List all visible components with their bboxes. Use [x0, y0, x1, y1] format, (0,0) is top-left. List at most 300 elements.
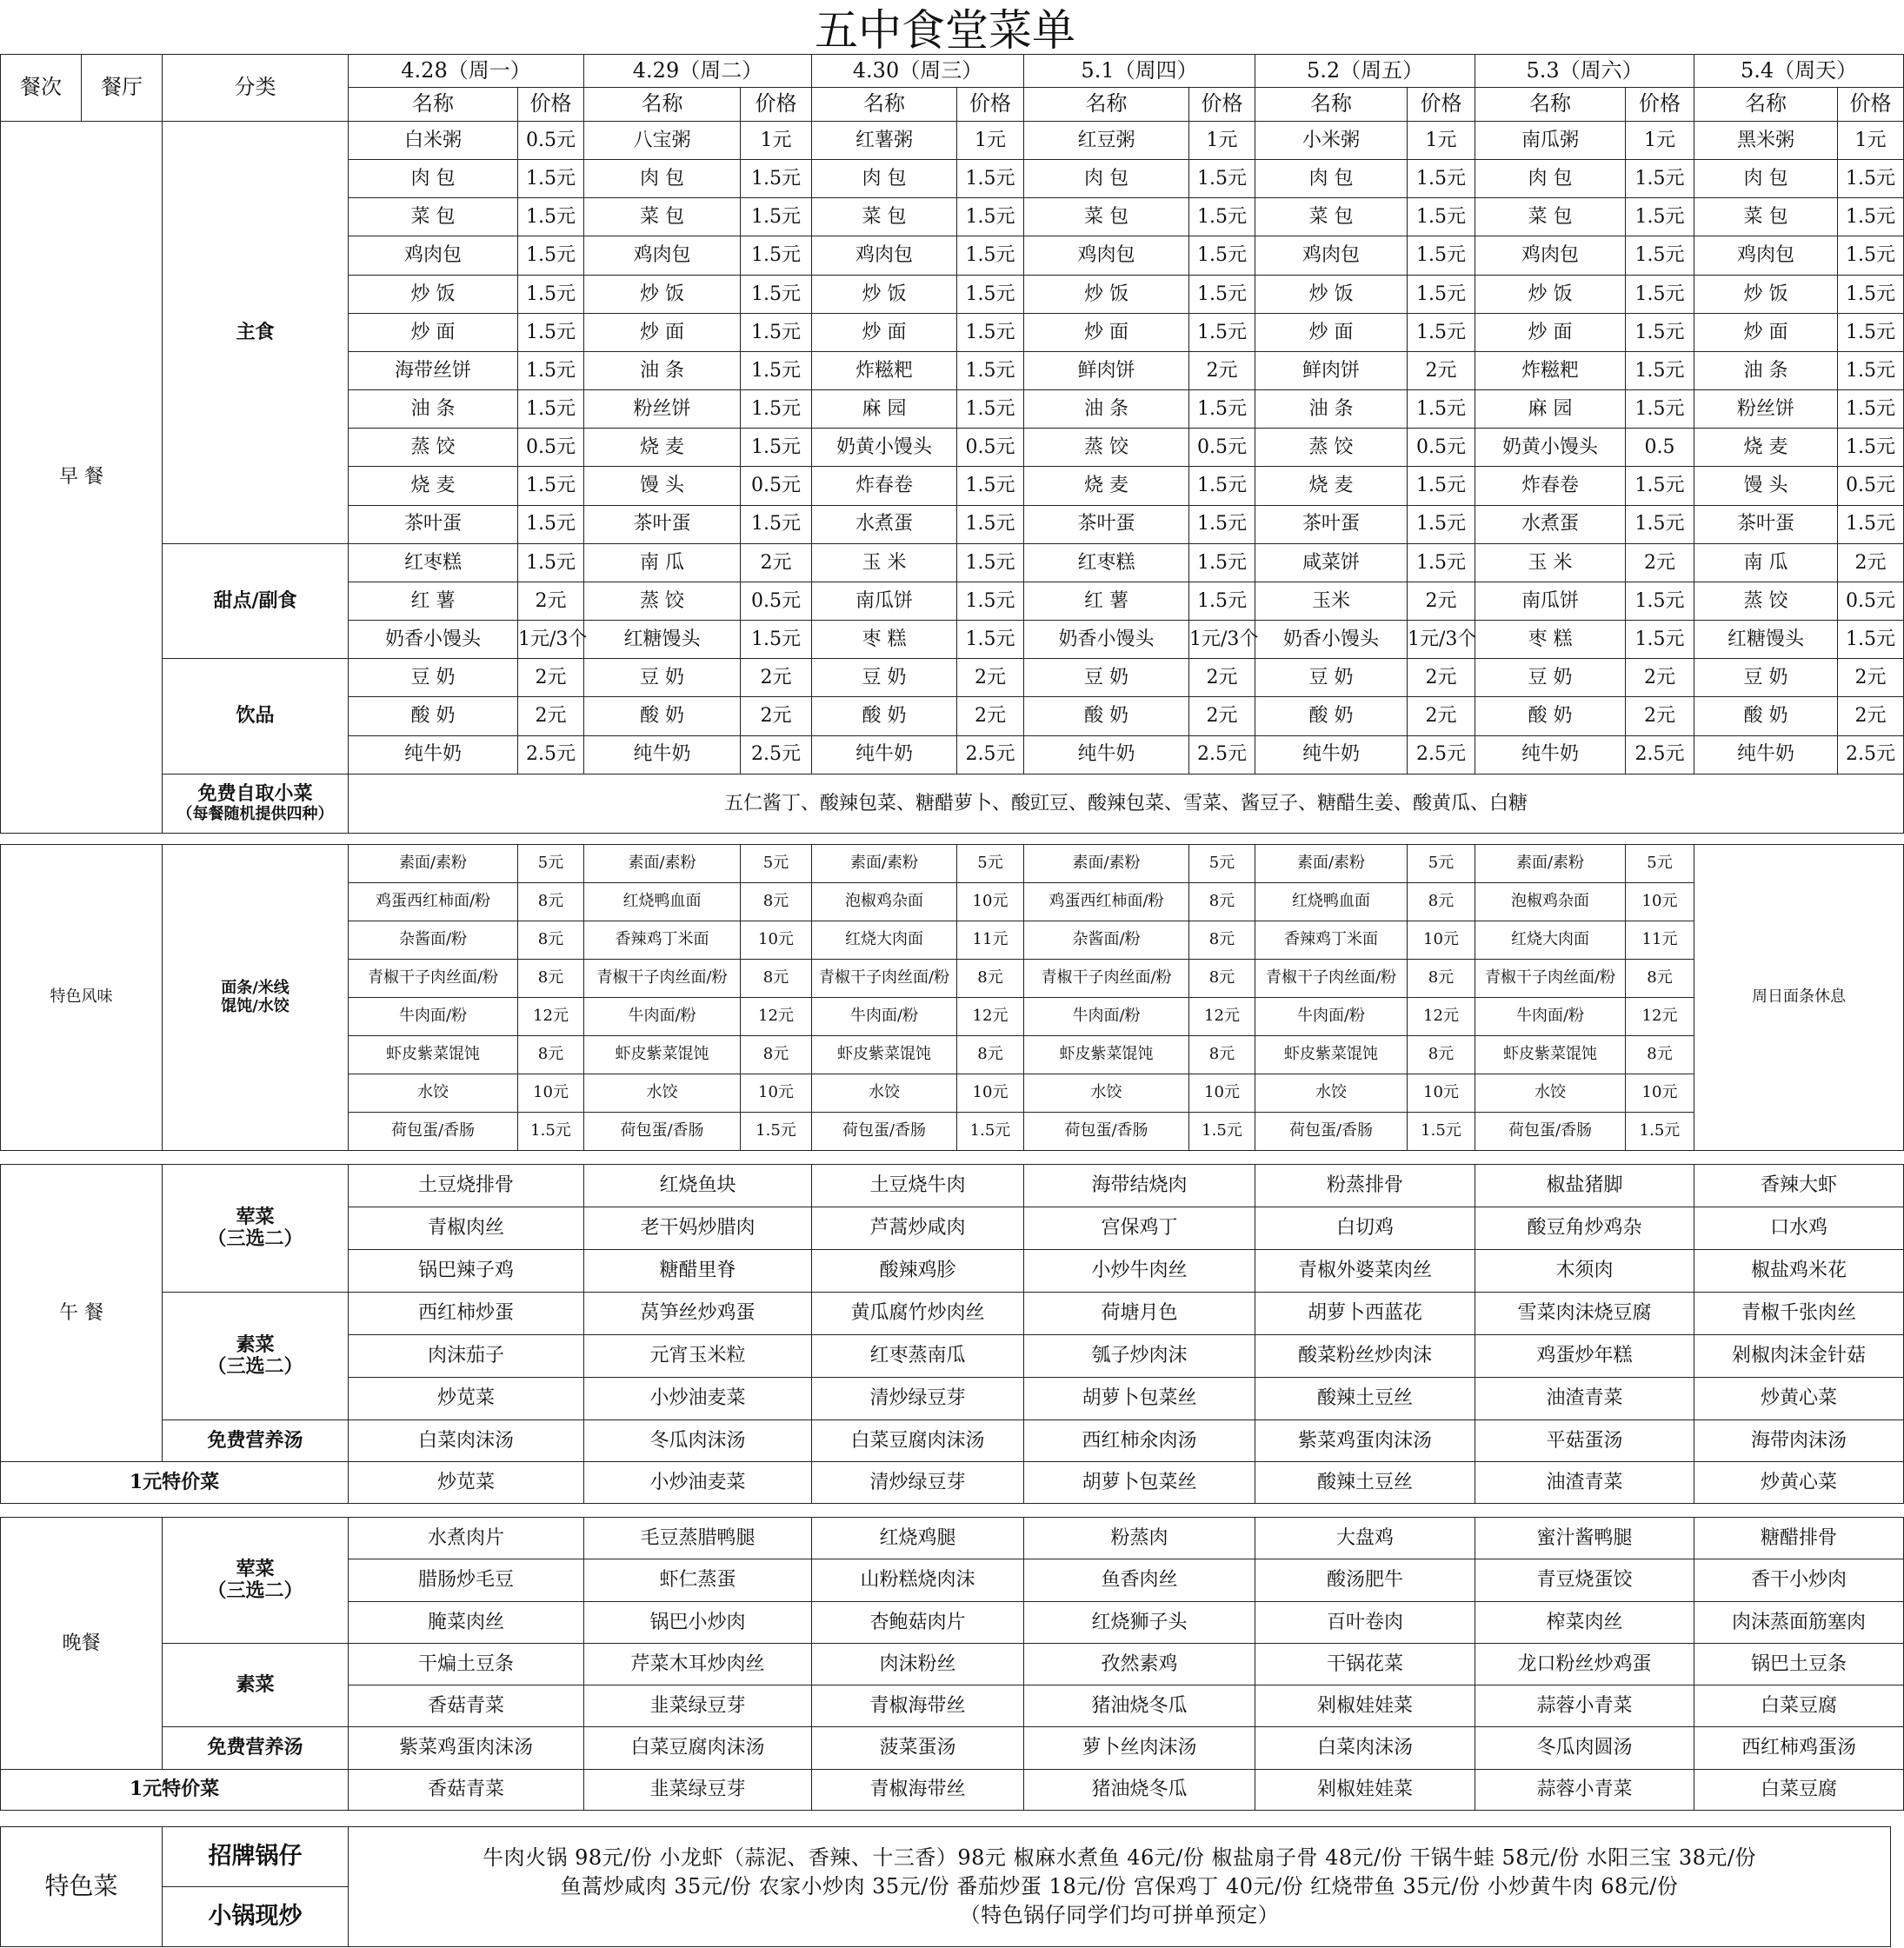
- dish-name: 青椒肉丝: [349, 1207, 584, 1250]
- dish-name: 枣 糕: [812, 621, 957, 659]
- category-label: [163, 1293, 349, 1420]
- dish-name: 红 薯: [349, 582, 518, 620]
- dish-price: 10元: [1408, 921, 1475, 960]
- dish-price: 1.5元: [1408, 543, 1475, 582]
- dish-name: 玉 米: [1475, 543, 1626, 582]
- dish-name: 炒 面: [1694, 313, 1838, 351]
- dish-name: 水煮肉片: [349, 1518, 584, 1559]
- dish-price: 2元: [1838, 659, 1904, 697]
- name-column-header: 名称: [1475, 88, 1626, 122]
- dish-name: 糖醋排骨: [1694, 1518, 1904, 1559]
- dish-name: 茶叶蛋: [349, 505, 518, 543]
- dish-name: 木须肉: [1475, 1250, 1694, 1293]
- dish-price: 1.5元: [1408, 505, 1475, 543]
- dish-price: 12元: [1189, 998, 1255, 1036]
- dish-name: 蒜蓉小青菜: [1475, 1685, 1694, 1727]
- day-header: 5.3（周六）: [1475, 55, 1694, 88]
- dish-price: 1.5元: [1408, 1113, 1475, 1151]
- free-sides-list: 五仁酱丁、酸辣包菜、糖醋萝卜、酸豇豆、酸辣包菜、雪菜、酱豆子、糖醋生姜、酸黄瓜、白糖: [349, 774, 1904, 833]
- dish-name: 鲜肉饼: [1024, 351, 1189, 389]
- dish-price: 1.5元: [518, 236, 584, 275]
- dish-price: 0.5元: [1838, 582, 1904, 620]
- dish-price: 8元: [518, 921, 584, 960]
- soup-name: 白菜豆腐肉沫汤: [812, 1420, 1024, 1462]
- day-header: 4.30（周三）: [812, 55, 1024, 88]
- soup-label: 免费营养汤: [163, 1420, 349, 1462]
- day-header: 5.4（周天）: [1694, 55, 1904, 88]
- category-label-line: 素菜: [236, 1333, 275, 1356]
- dish-name: 茶叶蛋: [1694, 505, 1838, 543]
- dish-name: 肉沫茄子: [349, 1335, 584, 1378]
- dish-name: 西红柿炒蛋: [349, 1293, 584, 1335]
- dish-price: 1.5元: [1838, 275, 1904, 313]
- dish-name: 奶香小馒头: [1255, 621, 1408, 659]
- day-header: 5.1（周四）: [1024, 55, 1255, 88]
- dish-price: 10元: [957, 1074, 1024, 1113]
- dish-price: 1.5元: [741, 198, 812, 236]
- dish-name: 青豆烧蛋饺: [1475, 1559, 1694, 1601]
- soup-name: 西红柿氽肉汤: [1024, 1420, 1255, 1462]
- dish-price: 2元: [1189, 659, 1255, 697]
- category-sub-label: （三选二）: [207, 1227, 303, 1250]
- dish-name: 炒 饭: [1255, 275, 1408, 313]
- dish-name: 茶叶蛋: [1024, 505, 1189, 543]
- dish-name: 红烧狮子头: [1024, 1601, 1255, 1643]
- dish-price: 8元: [741, 960, 812, 998]
- dish-name: 鸡蛋西红柿面/粉: [1024, 883, 1189, 921]
- free-sides-label: [163, 774, 349, 833]
- dish-price: 1.5元: [957, 467, 1024, 505]
- dish-name: 炒 饭: [812, 275, 957, 313]
- dish-price: 2.5元: [957, 735, 1024, 774]
- dish-name: 菜 包: [812, 198, 957, 236]
- dish-price: 1元: [1408, 122, 1475, 160]
- dish-name: 烧 麦: [1024, 467, 1189, 505]
- dish-price: 1.5元: [1626, 582, 1694, 620]
- dish-price: 1.5元: [957, 543, 1024, 582]
- dish-price: 1.5元: [957, 198, 1024, 236]
- dish-name: 菜 包: [1694, 198, 1838, 236]
- dish-name: 龙口粉丝炒鸡蛋: [1475, 1643, 1694, 1685]
- dish-name: 牛肉面/粉: [1024, 998, 1189, 1036]
- dish-name: 牛肉面/粉: [584, 998, 741, 1036]
- dish-name: 宫保鸡丁: [1024, 1207, 1255, 1250]
- soup-name: 冬瓜肉圆汤: [1475, 1727, 1694, 1769]
- dish-name: 炒黄心菜: [1694, 1378, 1904, 1420]
- special-dish-name: 清炒绿豆芽: [812, 1462, 1024, 1504]
- dish-name: 炒 饭: [349, 275, 518, 313]
- dish-price: 1.5元: [957, 160, 1024, 198]
- special-dish-name: 韭菜绿豆芽: [584, 1769, 812, 1810]
- dish-name: 虾皮紫菜馄饨: [349, 1036, 518, 1074]
- dish-price: 10元: [1626, 1074, 1694, 1113]
- dish-price: 1.5元: [518, 313, 584, 351]
- dish-name: 豆 奶: [812, 659, 957, 697]
- dish-name: 胡萝卜西蓝花: [1255, 1293, 1475, 1335]
- dish-name: 酸汤肥牛: [1255, 1559, 1475, 1601]
- dish-name: 干锅花菜: [1255, 1643, 1475, 1685]
- dish-price: 5元: [518, 845, 584, 883]
- dish-name: 菜 包: [1024, 198, 1189, 236]
- dish-name: 肉 包: [1475, 160, 1626, 198]
- dish-price: 10元: [518, 1074, 584, 1113]
- dish-price: 2.5元: [1408, 735, 1475, 774]
- dish-price: 0.5元: [1189, 429, 1255, 467]
- dish-price: 5元: [741, 845, 812, 883]
- dish-name: 菜 包: [584, 198, 741, 236]
- dish-price: 8元: [1626, 960, 1694, 998]
- dish-name: 虾皮紫菜馄饨: [1024, 1036, 1189, 1074]
- dish-name: 水饺: [1475, 1074, 1626, 1113]
- dish-price: 1元: [1626, 122, 1694, 160]
- category-label-line: 面条/米线: [221, 978, 290, 997]
- dish-price: 12元: [957, 998, 1024, 1036]
- dish-name: 剁椒娃娃菜: [1255, 1685, 1475, 1727]
- specials-table: [0, 1826, 1891, 1947]
- dish-name: 香辣大虾: [1694, 1165, 1904, 1207]
- dish-name: 炸糍粑: [812, 351, 957, 389]
- dish-name: 荷包蛋/香肠: [1024, 1113, 1189, 1151]
- dish-name: 香菇青菜: [349, 1685, 584, 1727]
- dish-name: 粉丝饼: [1694, 390, 1838, 429]
- dish-name: 素面/素粉: [812, 845, 957, 883]
- dish-price: 1.5元: [741, 1113, 812, 1151]
- soup-name: 萝卜丝肉沫汤: [1024, 1727, 1255, 1769]
- dish-price: 1.5元: [518, 198, 584, 236]
- dish-price: 2元: [1189, 697, 1255, 735]
- dish-name: 八宝粥: [584, 122, 741, 160]
- dish-price: 10元: [741, 921, 812, 960]
- dish-price: 1.5元: [1626, 621, 1694, 659]
- category-sub-label: （三选二）: [207, 1579, 303, 1602]
- dish-price: 0.5: [1626, 429, 1694, 467]
- dish-name: 炒 面: [349, 313, 518, 351]
- special-dish-name: 剁椒娃娃菜: [1255, 1769, 1475, 1810]
- dish-name: 海带丝饼: [349, 351, 518, 389]
- dish-name: 青椒干子肉丝面/粉: [812, 960, 957, 998]
- dish-price: 1.5元: [957, 236, 1024, 275]
- dish-name: 腌菜肉丝: [349, 1601, 584, 1643]
- dish-name: 虾皮紫菜馄饨: [1255, 1036, 1408, 1074]
- dish-name: 椒盐猪脚: [1475, 1165, 1694, 1207]
- dish-name: 菜 包: [1255, 198, 1408, 236]
- dish-name: 蒸 饺: [1024, 429, 1189, 467]
- dish-name: 蒸 饺: [1694, 582, 1838, 620]
- dish-name: 荷塘月色: [1024, 1293, 1255, 1335]
- dish-name: 馒 头: [584, 467, 741, 505]
- dish-name: 茶叶蛋: [584, 505, 741, 543]
- dish-name: 红糖馒头: [1694, 621, 1838, 659]
- dish-name: 枣 糕: [1475, 621, 1626, 659]
- dish-name: 泡椒鸡杂面: [1475, 883, 1626, 921]
- category-label: [163, 1518, 349, 1644]
- dish-price: 1.5元: [741, 390, 812, 429]
- dish-name: 烧 麦: [1694, 429, 1838, 467]
- dish-name: 菜 包: [349, 198, 518, 236]
- dish-name: 南瓜粥: [1475, 122, 1626, 160]
- category-sub-label: （三选二）: [207, 1355, 303, 1378]
- name-column-header: 名称: [1024, 88, 1189, 122]
- dish-name: 玉 米: [812, 543, 957, 582]
- dish-price: 8元: [1189, 1036, 1255, 1074]
- dish-price: 1.5元: [1626, 160, 1694, 198]
- dish-price: 1.5元: [1626, 275, 1694, 313]
- dish-name: 荷包蛋/香肠: [1475, 1113, 1626, 1151]
- meal-label-dinner: 晚餐: [1, 1518, 163, 1770]
- dish-name: 炒 面: [584, 313, 741, 351]
- dish-name: 鸡肉包: [1694, 236, 1838, 275]
- dish-name: 炒 饭: [1024, 275, 1189, 313]
- dish-name: 豆 奶: [1255, 659, 1408, 697]
- dish-name: 油 条: [584, 351, 741, 389]
- dish-price: 1.5元: [1838, 198, 1904, 236]
- dish-name: 豆 奶: [349, 659, 518, 697]
- dish-price: 10元: [957, 883, 1024, 921]
- dish-price: 1.5元: [1408, 160, 1475, 198]
- dish-name: 青椒海带丝: [812, 1685, 1024, 1727]
- dish-price: 5元: [1189, 845, 1255, 883]
- dish-name: 南 瓜: [1694, 543, 1838, 582]
- dish-name: 鸡蛋炒年糕: [1475, 1335, 1694, 1378]
- specials-line: 牛肉火锅 98元/份 小龙虾（蒜泥、香辣、十三香）98元 椒麻水煮鱼 46元/份 椒盐扇子骨 48元/份 干锅牛蛙 58元/份 水阳三宝 38元/份: [483, 1845, 1756, 1870]
- dish-name: 肉 包: [812, 160, 957, 198]
- dish-name: 油渣青菜: [1475, 1378, 1694, 1420]
- dish-name: 土豆烧排骨: [349, 1165, 584, 1207]
- dish-name: 猪油烧冬瓜: [1024, 1685, 1255, 1727]
- soup-name: 冬瓜肉沫汤: [584, 1420, 812, 1462]
- dish-price: 11元: [1626, 921, 1694, 960]
- dish-price: 1.5元: [741, 236, 812, 275]
- dish-price: 1.5元: [518, 543, 584, 582]
- dish-name: 牛肉面/粉: [1255, 998, 1408, 1036]
- special-dish-name: 白菜豆腐: [1694, 1769, 1904, 1810]
- dish-price: 2.5元: [1189, 735, 1255, 774]
- dish-price: 12元: [741, 998, 812, 1036]
- dish-price: 1.5元: [1838, 160, 1904, 198]
- dish-price: 1.5元: [1626, 467, 1694, 505]
- hall-column-header: 餐厅: [82, 55, 163, 122]
- dish-price: 1.5元: [1838, 236, 1904, 275]
- dish-name: 素面/素粉: [584, 845, 741, 883]
- dish-price: 12元: [518, 998, 584, 1036]
- dish-price: 1.5元: [741, 160, 812, 198]
- dish-price: 1.5元: [1838, 351, 1904, 389]
- dish-name: 素面/素粉: [1024, 845, 1189, 883]
- dish-name: 锅巴土豆条: [1694, 1643, 1904, 1685]
- dish-name: 油 条: [1024, 390, 1189, 429]
- dish-name: 炒 饭: [1694, 275, 1838, 313]
- dish-price: 2元: [957, 659, 1024, 697]
- dish-price: 1.5元: [1189, 390, 1255, 429]
- dish-price: 5元: [1408, 845, 1475, 883]
- dish-price: 8元: [957, 1036, 1024, 1074]
- dish-price: 2.5元: [1838, 735, 1904, 774]
- dish-price: 2元: [1626, 697, 1694, 735]
- dish-name: 奶香小馒头: [349, 621, 518, 659]
- dish-name: 鸡肉包: [349, 236, 518, 275]
- dish-name: 豆 奶: [1475, 659, 1626, 697]
- dish-name: 杂酱面/粉: [349, 921, 518, 960]
- dish-price: 2元: [1838, 697, 1904, 735]
- dish-name: 茶叶蛋: [1255, 505, 1408, 543]
- category-label-line: 荤菜: [236, 1205, 275, 1228]
- dish-name: 素面/素粉: [349, 845, 518, 883]
- dish-name: 牛肉面/粉: [1475, 998, 1626, 1036]
- dish-price: 0.5元: [1838, 467, 1904, 505]
- dish-price: 1.5元: [1838, 429, 1904, 467]
- specials-meal-label: 特色菜: [1, 1827, 163, 1947]
- dish-name: 香辣鸡丁米面: [1255, 921, 1408, 960]
- dish-name: 纯牛奶: [584, 735, 741, 774]
- special-dish-name: 蒜蓉小青菜: [1475, 1769, 1694, 1810]
- soup-name: 白菜肉沫汤: [1255, 1727, 1475, 1769]
- dish-name: 瓠子炒肉沫: [1024, 1335, 1255, 1378]
- dish-name: 鲜肉饼: [1255, 351, 1408, 389]
- dish-name: 黄瓜腐竹炒肉丝: [812, 1293, 1024, 1335]
- dish-price: 1.5元: [741, 351, 812, 389]
- dish-price: 12元: [1626, 998, 1694, 1036]
- dish-name: 蒸 饺: [584, 582, 741, 620]
- dish-price: 1.5元: [1189, 467, 1255, 505]
- dish-name: 蒸 饺: [1255, 429, 1408, 467]
- dish-price: 8元: [1408, 883, 1475, 921]
- dish-name: 海带结烧肉: [1024, 1165, 1255, 1207]
- dish-price: 1.5元: [957, 582, 1024, 620]
- dish-price: 2元: [1189, 351, 1255, 389]
- price-column-header: 价格: [518, 88, 584, 122]
- dish-price: 2.5元: [1626, 735, 1694, 774]
- dish-price: 10元: [741, 1074, 812, 1113]
- dish-price: 8元: [1408, 960, 1475, 998]
- dish-price: 1.5元: [1189, 198, 1255, 236]
- dish-name: 酸 奶: [1255, 697, 1408, 735]
- category-label: 主食: [163, 122, 349, 544]
- dish-price: 8元: [518, 960, 584, 998]
- dish-name: 红 薯: [1024, 582, 1189, 620]
- dish-price: 0.5元: [518, 429, 584, 467]
- dish-price: 1.5元: [741, 313, 812, 351]
- dish-name: 酸豆角炒鸡杂: [1475, 1207, 1694, 1250]
- dish-name: 炒 面: [1024, 313, 1189, 351]
- soup-name: 紫菜鸡蛋肉沫汤: [1255, 1420, 1475, 1462]
- free-sides-note: （每餐随机提供四种）: [176, 804, 334, 823]
- dish-name: 肉 包: [1694, 160, 1838, 198]
- dish-name: 纯牛奶: [349, 735, 518, 774]
- dish-price: 1.5元: [1408, 467, 1475, 505]
- dish-name: 咸菜饼: [1255, 543, 1408, 582]
- dish-name: 肉沫蒸面筋塞肉: [1694, 1601, 1904, 1643]
- dish-name: 豆 奶: [1024, 659, 1189, 697]
- dish-price: 8元: [1408, 1036, 1475, 1074]
- soup-name: 菠菜蛋汤: [812, 1727, 1024, 1769]
- dish-name: 奶黄小馒头: [1475, 429, 1626, 467]
- dish-price: 1.5元: [518, 390, 584, 429]
- name-column-header: 名称: [349, 88, 518, 122]
- price-column-header: 价格: [741, 88, 812, 122]
- dish-price: 1.5元: [1626, 198, 1694, 236]
- dish-name: 酸 奶: [812, 697, 957, 735]
- dish-name: 烧 麦: [349, 467, 518, 505]
- price-column-header: 价格: [1626, 88, 1694, 122]
- dish-price: 1.5元: [1626, 1113, 1694, 1151]
- specials-line: （特色锅仔同学们均可拼单预定）: [959, 1903, 1280, 1928]
- special-dish-name: 猪油烧冬瓜: [1024, 1769, 1255, 1810]
- name-column-header: 名称: [584, 88, 741, 122]
- dish-name: 香干小炒肉: [1694, 1559, 1904, 1601]
- dish-name: 鸡肉包: [584, 236, 741, 275]
- dish-name: 酸菜粉丝炒肉沫: [1255, 1335, 1475, 1378]
- dish-name: 炸春卷: [812, 467, 957, 505]
- dish-price: 1.5元: [1189, 1113, 1255, 1151]
- special-dish-name: 炒黄心菜: [1694, 1462, 1904, 1504]
- dish-name: 酸辣土豆丝: [1255, 1378, 1475, 1420]
- dish-name: 烧 麦: [584, 429, 741, 467]
- dish-name: 水饺: [584, 1074, 741, 1113]
- dish-price: 1.5元: [518, 467, 584, 505]
- dish-name: 炒 面: [1475, 313, 1626, 351]
- dish-name: 酸辣鸡胗: [812, 1250, 1024, 1293]
- dish-name: 肉 包: [349, 160, 518, 198]
- dish-name: 蜜汁酱鸭腿: [1475, 1518, 1694, 1559]
- dish-name: 香辣鸡丁米面: [584, 921, 741, 960]
- special-price-label: 1元特价菜: [1, 1462, 349, 1504]
- dish-name: 青椒干子肉丝面/粉: [349, 960, 518, 998]
- dish-name: 粉蒸排骨: [1255, 1165, 1475, 1207]
- dish-name: 清炒绿豆芽: [812, 1378, 1024, 1420]
- dish-price: 8元: [1189, 960, 1255, 998]
- dish-price: 1元/3个: [1408, 621, 1475, 659]
- dish-name: 剁椒肉沫金针菇: [1694, 1335, 1904, 1378]
- dish-name: 荷包蛋/香肠: [349, 1113, 518, 1151]
- dish-name: 芦蒿炒咸肉: [812, 1207, 1024, 1250]
- dish-name: 百叶卷肉: [1255, 1601, 1475, 1643]
- dish-price: 1元: [1838, 122, 1904, 160]
- dish-name: 肉 包: [1255, 160, 1408, 198]
- dish-price: 1.5元: [957, 390, 1024, 429]
- dish-name: 豆 奶: [584, 659, 741, 697]
- dish-name: 白切鸡: [1255, 1207, 1475, 1250]
- dish-name: 奶黄小馒头: [812, 429, 957, 467]
- dish-name: 腊肠炒毛豆: [349, 1559, 584, 1601]
- dish-price: 10元: [1408, 1074, 1475, 1113]
- breakfast-table: [0, 121, 1904, 834]
- category-label-line: 素菜: [236, 1672, 275, 1696]
- dish-name: 青椒外婆菜肉丝: [1255, 1250, 1475, 1293]
- dish-name: 杏鲍菇肉片: [812, 1601, 1024, 1643]
- dish-name: 水饺: [1255, 1074, 1408, 1113]
- dish-price: 1.5元: [1626, 351, 1694, 389]
- price-column-header: 价格: [1838, 88, 1904, 122]
- dish-name: 韭菜绿豆芽: [584, 1685, 812, 1727]
- dish-name: 油 条: [1694, 351, 1838, 389]
- meal-column-header: 餐次: [1, 55, 82, 122]
- dish-price: 1元: [1189, 122, 1255, 160]
- dish-price: 1.5元: [957, 1113, 1024, 1151]
- category-label: [163, 845, 349, 1151]
- dish-price: 2.5元: [518, 735, 584, 774]
- dish-price: 2元: [1408, 697, 1475, 735]
- dish-name: 锅巴辣子鸡: [349, 1250, 584, 1293]
- dish-price: 1.5元: [1838, 390, 1904, 429]
- dish-name: 红烧鸭血面: [1255, 883, 1408, 921]
- dish-name: 菜 包: [1475, 198, 1626, 236]
- dish-name: 虾仁蒸蛋: [584, 1559, 812, 1601]
- price-column-header: 价格: [1408, 88, 1475, 122]
- dish-name: 虾皮紫菜馄饨: [812, 1036, 957, 1074]
- dish-name: 纯牛奶: [812, 735, 957, 774]
- specials-line: 鱼蒿炒咸肉 35元/份 农家小炒肉 35元/份 番茄炒蛋 18元/份 宫保鸡丁 40元/份 红烧带鱼 35元/份 小炒黄牛肉 68元/份: [560, 1873, 1679, 1898]
- dish-name: 青椒干子肉丝面/粉: [1475, 960, 1626, 998]
